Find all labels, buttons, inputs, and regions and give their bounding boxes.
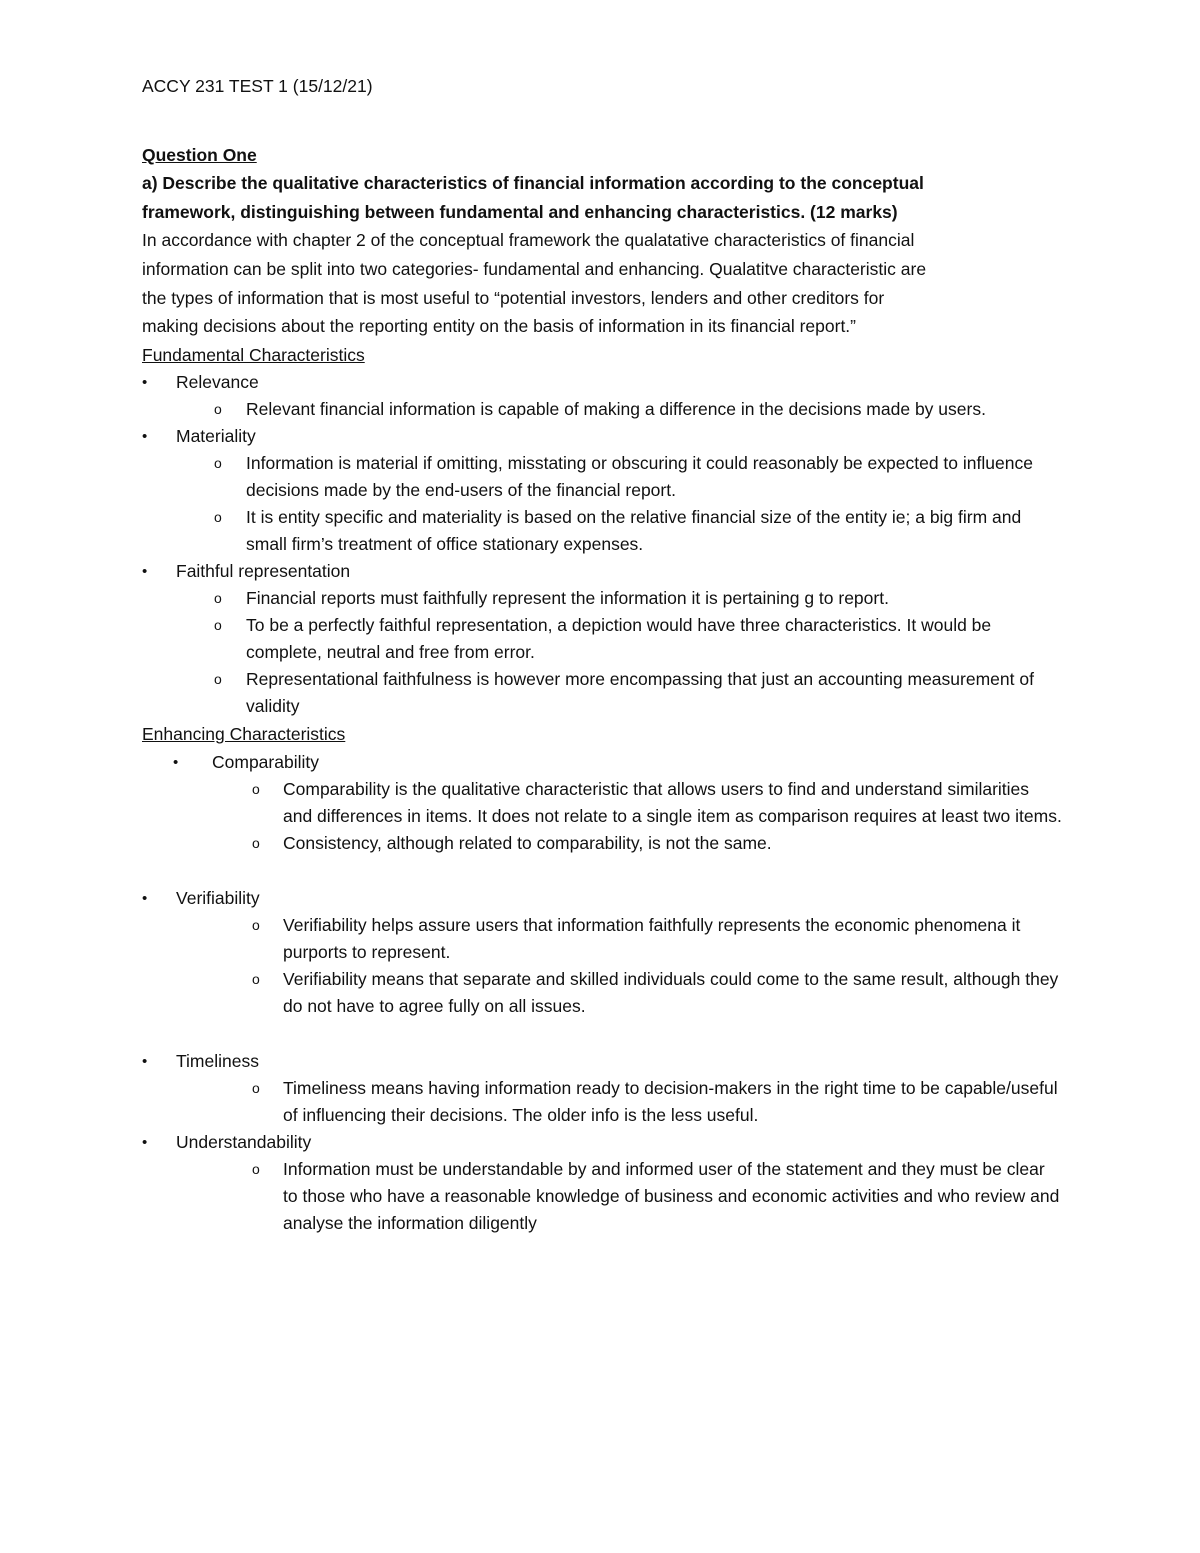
sub-item-text: Consistency, although related to comparability, is not the same. [283,832,772,853]
question-heading: Question One [142,144,257,165]
item-label: Comparability [212,751,319,772]
item-label: Verifiability [176,887,260,908]
bullet-marker: • [142,374,148,392]
list-item-materiality [142,423,1062,450]
sub-list-item [142,450,1062,504]
list-item-relevance [142,369,1062,396]
sub-item-text: Information is material if omitting, misstating or obscuring it could reasonably be expected to influence decisions made by the end-users of the financial report. [246,453,1033,501]
enhancing-heading: Enhancing Characteristics [142,724,346,745]
sub-list-item [142,776,1062,830]
question-prompt-line: framework, distinguishing between fundamental and enhancing characteristics. (12 marks) [142,201,898,222]
item-label: Materiality [176,426,256,447]
sub-list-item [142,966,1062,1020]
intro-line: the types of information that is most useful to “potential investors, lenders and other creditors for [142,287,885,308]
document-header: ACCY 231 TEST 1 (15/12/21) [142,76,373,96]
sub-list-item [142,1075,1062,1129]
item-label: Relevance [176,372,259,393]
blank-line [142,1020,1062,1048]
sub-bullet-marker: o [252,1079,260,1096]
sub-item-text: Verifiability helps assure users that information faithfully represents the economic phenomena it purports to represent. [283,914,1021,962]
fundamental-heading: Fundamental Characteristics [142,344,365,365]
bullet-marker: • [142,563,148,581]
blank-line [142,857,1062,885]
sub-bullet-marker: o [252,970,260,987]
bullet-marker: • [142,889,148,907]
enhancing-list [142,749,1062,857]
list-item-faithful-representation [142,558,1062,585]
sub-list-item [142,830,1062,857]
sub-item-text: To be a perfectly faithful representation, a depiction would have three characteristics. It would be complete, neutral and free from error. [246,615,992,663]
intro-line: making decisions about the reporting entity on the basis of information in its financial report.” [142,316,856,337]
sub-list-item [142,666,1062,720]
list-item-understandability [142,1129,1062,1156]
bullet-marker: • [142,428,148,446]
enhancing-list-continued [142,885,1062,1020]
bullet-marker: • [142,1133,148,1151]
intro-line: In accordance with chapter 2 of the conceptual framework the qualatative characteristics of financial [142,230,915,251]
sub-item-text: It is entity specific and materiality is based on the relative financial size of the entity ie; a big firm and small firm’s treatment of office stationary expenses. [246,507,1022,555]
list-item-timeliness [142,1048,1062,1075]
item-label: Timeliness [176,1050,259,1071]
fundamental-list [142,369,1062,720]
list-item-verifiability [142,885,1062,912]
sub-bullet-marker: o [214,509,222,526]
sub-item-text: Information must be understandable by and informed user of the statement and they must be clear to those who have a reasonable knowledge of business and economic activities and who review and analyse the information diligently [283,1158,1060,1233]
document-page [142,72,1062,1237]
sub-item-text: Financial reports must faithfully represent the information it is pertaining g to report. [246,588,889,609]
bullet-marker: • [142,1052,148,1070]
sub-item-text: Representational faithfulness is however more encompassing that just an accounting measurement of validity [246,669,1034,717]
sub-item-text: Relevant financial information is capable of making a difference in the decisions made by users. [246,399,986,420]
list-item-comparability [142,749,1062,776]
sub-item-text: Verifiability means that separate and skilled individuals could come to the same result, although they do not have to agree fully on all issues. [283,968,1059,1016]
item-label: Faithful representation [176,561,351,582]
sub-list-item [142,504,1062,558]
sub-item-text: Timeliness means having information ready to decision-makers in the right time to be capable/useful of influencing their decisions. The older info is the less useful. [283,1077,1058,1125]
sub-bullet-marker: o [252,916,260,933]
sub-list-item [142,396,1062,423]
sub-bullet-marker: o [214,617,222,634]
sub-list-item [142,912,1062,966]
sub-bullet-marker: o [214,401,222,418]
sub-list-item [142,1156,1062,1237]
sub-bullet-marker: o [214,671,222,688]
sub-item-text: Comparability is the qualitative characteristic that allows users to find and understand similarities and differences in items. It does not relate to a single item as comparison requires at least two items. [283,778,1062,826]
item-label: Understandability [176,1131,312,1152]
sub-list-item [142,585,1062,612]
question-prompt-line: a) Describe the qualitative characteristics of financial information according to the conceptual [142,173,924,194]
sub-bullet-marker: o [252,834,260,851]
sub-bullet-marker: o [252,1160,260,1177]
enhancing-list-continued-2 [142,1048,1062,1237]
sub-bullet-marker: o [214,455,222,472]
sub-bullet-marker: o [252,780,260,797]
bullet-marker: • [173,753,179,771]
intro-line: information can be split into two categories- fundamental and enhancing. Qualatitve characteristic are [142,258,927,279]
sub-bullet-marker: o [214,590,222,607]
sub-list-item [142,612,1062,666]
